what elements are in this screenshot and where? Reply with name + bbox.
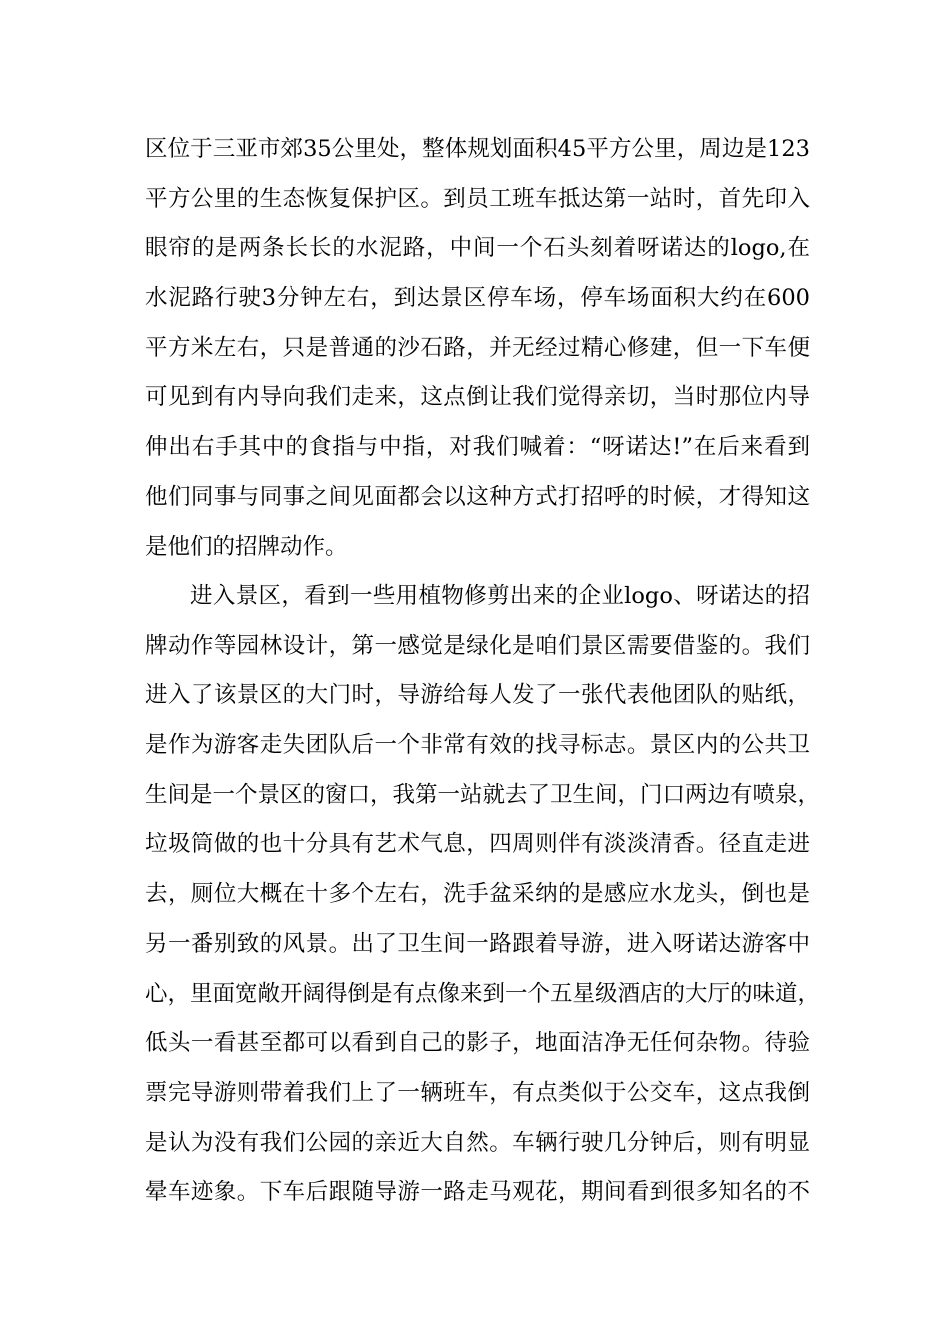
paragraph-line: 牌动作等园林设计，第一感觉是绿化是咱们景区需要借鉴的。我们 <box>145 632 810 659</box>
paragraph-line: 平方米左右，只是普通的沙石路，并无经过精心修建，但一下车便 <box>145 334 810 361</box>
paragraph-line: 眼帘的是两条长长的水泥路，中间一个石头刻着呀诺达的logo,在 <box>145 235 810 262</box>
paragraph-line: 另一番别致的风景。出了卫生间一路跟着导游，进入呀诺达游客中 <box>145 930 810 957</box>
paragraph-line: 去，厕位大概在十多个左右，洗手盆采纳的是感应水龙头，倒也是 <box>145 881 810 908</box>
paragraph-line: 是作为游客走失团队后一个非常有效的找寻标志。景区内的公共卫 <box>145 732 810 759</box>
paragraph-line: 进入景区，看到一些用植物修剪出来的企业logo、呀诺达的招 <box>190 583 810 609</box>
paragraph-line: 水泥路行驶3分钟左右，到达景区停车场，停车场面积大约在600 <box>145 285 810 312</box>
paragraph-line: 区位于三亚市郊35公里处，整体规划面积45平方公里，周边是123 <box>145 136 810 162</box>
paragraph-line: 是认为没有我们公园的亲近大自然。车辆行驶几分钟后，则有明显 <box>145 1129 810 1156</box>
paragraph-1 <box>145 125 810 572</box>
paragraph-line: 平方公里的生态恢复保护区。到员工班车抵达第一站时，首先印入 <box>145 185 810 212</box>
paragraph-line: 生间是一个景区的窗口，我第一站就去了卫生间，门口两边有喷泉， <box>145 781 821 808</box>
paragraph-2 <box>145 572 821 1218</box>
paragraph-line: 可见到有内导向我们走来，这点倒让我们觉得亲切，当时那位内导 <box>145 384 810 411</box>
paragraph-line: 票完导游则带着我们上了一辆班车，有点类似于公交车，这点我倒 <box>145 1079 810 1106</box>
paragraph-line: 进入了该景区的大门时，导游给每人发了一张代表他团队的贴纸， <box>145 682 810 709</box>
paragraph-line: 是他们的招牌动作。 <box>145 533 348 560</box>
paragraph-line: 伸出右手其中的食指与中指，对我们喊着：“呀诺达!”在后来看到 <box>145 434 810 461</box>
paragraph-line: 垃圾筒做的也十分具有艺术气息，四周则伴有淡淡清香。径直走进 <box>145 831 810 858</box>
paragraph-line: 晕车迹象。下车后跟随导游一路走马观花，期间看到很多知名的不 <box>145 1179 810 1206</box>
paragraph-line: 心，里面宽敞开阔得倒是有点像来到一个五星级酒店的大厅的味道， <box>145 980 821 1007</box>
paragraph-line: 他们同事与同事之间见面都会以这种方式打招呼的时候，才得知这 <box>145 483 810 510</box>
paragraph-line: 低头一看甚至都可以看到自己的影子，地面洁净无任何杂物。待验 <box>145 1030 810 1057</box>
